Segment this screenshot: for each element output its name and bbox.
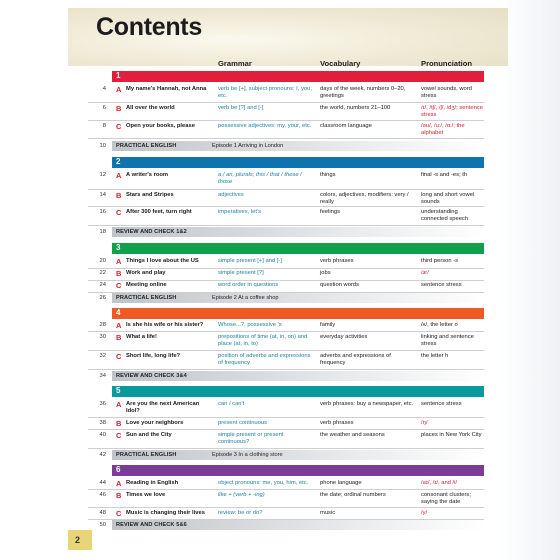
pronunciation-cell: third person -s — [421, 258, 459, 264]
lesson-letter: B — [116, 333, 122, 342]
lesson-row[interactable] — [88, 419, 484, 430]
page-number: 42 — [99, 452, 106, 458]
grammar-cell: word order in questions — [218, 282, 279, 288]
grammar-cell: can / can't — [218, 401, 245, 407]
review-and-check-row[interactable] — [88, 520, 484, 530]
unit-number: 2 — [116, 157, 121, 166]
pronunciation-cell: final -s and -es; th — [421, 172, 468, 178]
page-number: 40 — [99, 432, 106, 438]
page-number: 34 — [99, 373, 106, 379]
lesson-title: Sun and the City — [126, 432, 172, 438]
lesson-row[interactable] — [88, 321, 484, 332]
lesson-title: Love your neighbors — [126, 420, 184, 426]
vocabulary-cell: the date; ordinal numbers — [320, 492, 386, 498]
lesson-letter: B — [116, 269, 122, 278]
pronunciation-cell: consonant clusters; saying the date — [421, 492, 471, 505]
pronunciation-cell: places in New York City — [421, 432, 482, 438]
lesson-row[interactable] — [88, 208, 484, 226]
lesson-letter: C — [116, 352, 122, 361]
lesson-title: Short life, long life? — [126, 353, 181, 359]
unit-4-bar — [112, 308, 484, 319]
grammar-cell: verb be [?] and [-] — [218, 105, 264, 111]
lesson-title: Music is changing their lives — [126, 510, 205, 516]
section-footer-label: REVIEW AND CHECK 1&2 — [116, 229, 187, 235]
lesson-title: Meeting online — [126, 282, 167, 288]
vocabulary-cell: the world, numbers 21–100 — [320, 105, 391, 111]
vocabulary-cell: feelings — [320, 209, 340, 215]
page-number: 6 — [102, 105, 106, 111]
page-number: 24 — [99, 282, 106, 288]
unit-number: 1 — [116, 71, 121, 80]
lesson-row[interactable] — [88, 191, 484, 207]
unit-3-bar — [112, 243, 484, 254]
vocabulary-cell: colors, adjectives, modifiers: very / really — [320, 192, 409, 205]
grammar-cell: simple present or present continuous? — [218, 432, 284, 445]
page-number: 30 — [99, 334, 106, 340]
lesson-letter: A — [116, 400, 122, 409]
grammar-cell: present continuous — [218, 420, 267, 426]
page-number-tab — [68, 530, 92, 550]
page-title: Contents — [96, 13, 202, 41]
lesson-row[interactable] — [88, 479, 484, 490]
lesson-letter: B — [116, 491, 122, 500]
lesson-title: Reading in English — [126, 480, 179, 486]
page-number: 18 — [99, 229, 106, 235]
lesson-row[interactable] — [88, 269, 484, 281]
lesson-title: Stars and Stripes — [126, 192, 174, 198]
pronunciation-cell: /ʌ/, the letter o — [421, 322, 458, 328]
lesson-letter: C — [116, 431, 122, 440]
vocabulary-cell: verb phrases — [320, 258, 354, 264]
episode-title: Episode 1 Arriving in London — [212, 143, 284, 149]
lesson-letter: B — [116, 419, 122, 428]
grammar-cell: Whose...?, possessive 's — [218, 322, 282, 328]
pronunciation-cell: linking and sentence stress — [421, 334, 474, 347]
lesson-letter: A — [116, 321, 122, 330]
pronunciation-cell: understanding connected speech — [421, 209, 469, 222]
lesson-title: My name's Hannah, not Anna — [126, 86, 207, 92]
page-number: 36 — [99, 401, 106, 407]
lesson-row[interactable] — [88, 171, 484, 190]
grammar-cell: object pronouns: me, you, him, etc. — [218, 480, 309, 486]
column-header-pronunciation: Pronunciation — [421, 59, 473, 68]
pronunciation-cell: /ɜr/ — [421, 270, 429, 276]
page-number: 12 — [99, 172, 106, 178]
lesson-letter: C — [116, 281, 122, 290]
lesson-letter: C — [116, 208, 122, 217]
lesson-letter: C — [116, 122, 122, 131]
grammar-cell: possessive adjectives: my, your, etc. — [218, 123, 312, 129]
practical-english-row[interactable] — [88, 293, 484, 303]
page-number: 16 — [99, 209, 106, 215]
grammar-cell: verb be [+], subject pronouns: I, you, etc. — [218, 86, 312, 99]
episode-title: Episode 3 In a clothing store — [212, 452, 283, 458]
unit-number: 3 — [116, 243, 121, 252]
lesson-letter: B — [116, 191, 122, 200]
lesson-letter: A — [116, 257, 122, 266]
page-number: 28 — [99, 322, 106, 328]
lesson-title: Times we love — [126, 492, 166, 498]
vocabulary-cell: verb phrases: buy a newspaper, etc. — [320, 401, 414, 407]
pronunciation-cell: /aɪ/, /ɪ/, and /i/ — [421, 480, 458, 486]
lesson-row[interactable] — [88, 400, 484, 418]
unit-number: 6 — [116, 465, 121, 474]
lesson-row[interactable] — [88, 122, 484, 139]
unit-number: 4 — [116, 308, 121, 317]
lesson-letter: C — [116, 509, 122, 518]
vocabulary-cell: question words — [320, 282, 359, 288]
grammar-cell: position of adverbs and expressions of frequency — [218, 353, 311, 366]
pronunciation-cell: vowel sounds, word stress — [421, 86, 472, 99]
lesson-row[interactable] — [88, 509, 484, 520]
page-number: 8 — [102, 123, 106, 129]
column-header-vocabulary: Vocabulary — [320, 59, 361, 68]
vocabulary-cell: adverbs and expressions of frequency — [320, 353, 391, 366]
grammar-cell: simple present [?] — [218, 270, 264, 276]
vocabulary-cell: everyday activities — [320, 334, 368, 340]
grammar-cell: simple present [+] and [-] — [218, 258, 282, 264]
vocabulary-cell: phone language — [320, 480, 362, 486]
pronunciation-cell: /əʊ/, /uː/, /ɑː/; the alphabet — [421, 123, 465, 136]
lesson-row[interactable] — [88, 352, 484, 370]
lesson-row[interactable] — [88, 257, 484, 269]
pronunciation-cell: /y/ — [421, 510, 428, 516]
vocabulary-cell: the weather and seasons — [320, 432, 385, 438]
practical-english-row[interactable] — [88, 450, 484, 460]
section-footer-label: PRACTICAL ENGLISH — [116, 452, 177, 458]
grammar-cell: like + (verb + -ing) — [218, 492, 265, 498]
section-footer-label: PRACTICAL ENGLISH — [116, 295, 177, 301]
grammar-cell: a / an, plurals; this / that / these / those — [218, 172, 302, 185]
unit-2-bar — [112, 157, 484, 168]
lesson-title: Things I love about the US — [126, 258, 199, 264]
lesson-title: Open your books, please — [126, 123, 195, 129]
page-number: 32 — [99, 353, 106, 359]
page-number: 44 — [99, 480, 106, 486]
review-and-check-row[interactable] — [88, 227, 484, 237]
pronunciation-cell: the letter h — [421, 353, 449, 359]
lesson-row[interactable] — [88, 491, 484, 508]
pronunciation-cell: sentence stress — [421, 401, 462, 407]
lesson-title: Work and play — [126, 270, 166, 276]
page-number: 10 — [99, 143, 106, 149]
column-header-grammar: Grammar — [218, 59, 252, 68]
page-number: 20 — [99, 258, 106, 264]
practical-english-row[interactable] — [88, 141, 484, 151]
vocabulary-cell: music — [320, 510, 336, 516]
page-number: 50 — [99, 522, 106, 528]
vocabulary-cell: days of the week, numbers 0–20, greetings — [320, 86, 406, 99]
lesson-letter: A — [116, 171, 122, 180]
review-and-check-row[interactable] — [88, 371, 484, 381]
section-footer-label: PRACTICAL ENGLISH — [116, 143, 177, 149]
section-footer-label: REVIEW AND CHECK 3&4 — [116, 373, 187, 379]
grammar-cell: review: be or do? — [218, 510, 263, 516]
lesson-row[interactable] — [88, 431, 484, 449]
page-number: 4 — [102, 86, 106, 92]
lesson-letter: A — [116, 479, 122, 488]
unit-1-bar — [112, 71, 484, 82]
vocabulary-cell: family — [320, 322, 336, 328]
lesson-row[interactable] — [88, 333, 484, 351]
lesson-title: Are you the next American Idol? — [126, 401, 200, 414]
lesson-title: After 300 feet, turn right — [126, 209, 192, 215]
grammar-cell: imperatives, let's — [218, 209, 261, 215]
page-edge-shadow — [500, 0, 560, 560]
unit-6-bar — [112, 465, 484, 476]
lesson-letter: A — [116, 85, 122, 94]
vocabulary-cell: jobs — [320, 270, 331, 276]
grammar-cell: adjectives — [218, 192, 244, 198]
unit-5-bar — [112, 386, 484, 397]
lesson-title: Is she his wife or his sister? — [126, 322, 204, 328]
page-number: 22 — [99, 270, 106, 276]
lesson-title: What a life! — [126, 334, 157, 340]
lesson-letter: B — [116, 104, 122, 113]
pronunciation-cell: long and short vowel sounds — [421, 192, 475, 205]
lesson-title: A writer's room — [126, 172, 169, 178]
page-number: 38 — [99, 420, 106, 426]
unit-number: 5 — [116, 386, 121, 395]
vocabulary-cell: classroom language — [320, 123, 372, 129]
lesson-title: All over the world — [126, 105, 175, 111]
page-number: 26 — [99, 295, 106, 301]
pronunciation-cell: /ɪ/, /tʃ/, /ʃ/, /dʒ/; sentence stress — [421, 105, 483, 118]
episode-title: Episode 2 At a coffee shop — [212, 295, 279, 301]
footer-page-number: 2 — [75, 535, 81, 545]
vocabulary-cell: verb phrases — [320, 420, 354, 426]
pronunciation-cell: /ŋ/ — [421, 420, 428, 426]
page-number: 14 — [99, 192, 106, 198]
section-footer-label: REVIEW AND CHECK 5&6 — [116, 522, 187, 528]
pronunciation-cell: sentence stress — [421, 282, 462, 288]
vocabulary-cell: things — [320, 172, 336, 178]
lesson-row[interactable] — [88, 281, 484, 293]
page-number: 46 — [99, 492, 106, 498]
lesson-row[interactable] — [88, 85, 484, 103]
lesson-row[interactable] — [88, 104, 484, 121]
grammar-cell: prepositions of time (at, in, on) and place (at, in, to) — [218, 334, 308, 347]
page-number: 48 — [99, 510, 106, 516]
